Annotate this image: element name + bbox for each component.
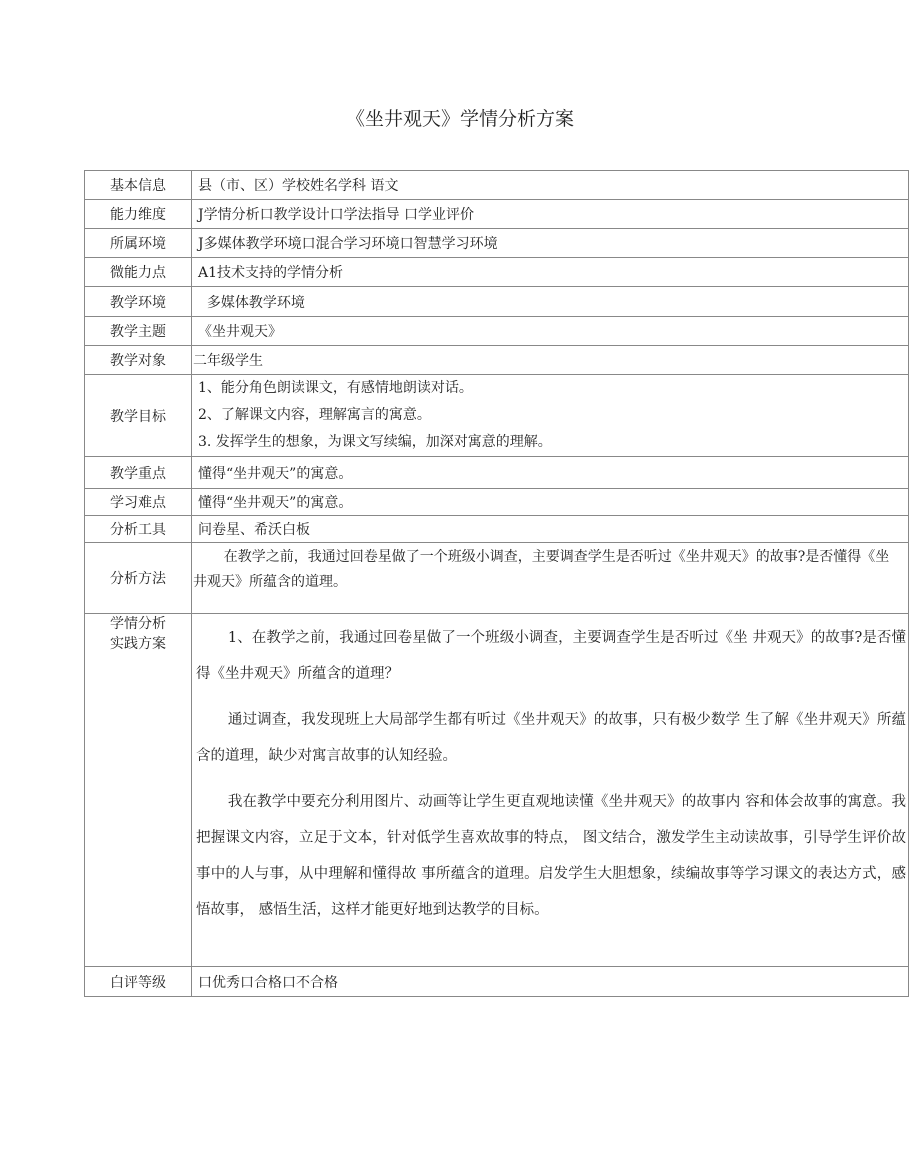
practice-paragraph: 1、在教学之前，我通过回卷星做了一个班级小调查，主要调查学生是否听过《坐 井观天》的故事?是否懂得《坐井观天》所蕴含的道理？: [196, 630, 906, 682]
practice-paragraph: 通过调查，我发现班上大局部学生都有听过《坐井观天》的故事，只有极少数学 生了解《坐井观天》所蕴含的道理，缺少对寓言故事的认知经验。: [196, 712, 906, 764]
table-row: [85, 287, 909, 317]
table-row: [85, 317, 909, 346]
table-row: [85, 967, 909, 997]
table-row: [85, 489, 909, 516]
row-value: 二年级学生: [192, 346, 909, 375]
table-row: [85, 258, 909, 287]
row-label: 白评等级: [85, 967, 192, 997]
row-value: J多媒体教学环境口混合学习环境口智慧学习环境: [192, 229, 909, 258]
row-label: 教学重点: [85, 457, 192, 489]
row-label: 所属环境: [85, 229, 192, 258]
row-label: 教学环境: [85, 287, 192, 317]
goal-item: 1、能分角色朗读课文，有感情地朗读对话。: [198, 380, 473, 396]
table-row: [85, 171, 909, 200]
row-label: 教学主题: [85, 317, 192, 346]
table-row: [85, 457, 909, 489]
table-row: [85, 346, 909, 375]
practice-text: [192, 614, 909, 967]
table-row-method: [85, 543, 909, 614]
table-row: [85, 229, 909, 258]
table-row: [85, 516, 909, 543]
row-value: J学情分析口教学设计口学法指导 口学业评价: [192, 200, 909, 229]
table-row: [85, 200, 909, 229]
row-label: 教学对象: [85, 346, 192, 375]
row-label: 微能力点: [85, 258, 192, 287]
row-value: 《坐井观天》: [192, 317, 909, 346]
row-value: 问卷星、希沃白板: [192, 516, 909, 543]
row-label: 基本信息: [85, 171, 192, 200]
row-label: 教学目标: [85, 375, 192, 457]
table-row-goals: [85, 375, 909, 457]
row-label: 分析方法: [85, 543, 192, 614]
row-value: 懂得“坐井观天”的寓意。: [192, 457, 909, 489]
row-value: 口优秀口合格口不合格: [192, 967, 909, 997]
table-row-practice: [85, 614, 909, 967]
row-label: [85, 614, 192, 967]
goals-list: [192, 375, 909, 457]
goal-item: 2、了解课文内容，理解寓言的寓意。: [198, 407, 431, 423]
method-text: 在教学之前，我通过回卷星做了一个班级小调查，主要调查学生是否听过《坐井观天》的故事?是否懂得《坐井观天》所蕴含的道理。: [192, 543, 909, 614]
analysis-table: [84, 170, 909, 997]
row-value: 县（市、区）学校姓名学科 语文: [192, 171, 909, 200]
row-label: 能力维度: [85, 200, 192, 229]
row-value: A1技术支持的学情分析: [192, 258, 909, 287]
practice-label: 学情分析实践方案: [109, 616, 166, 652]
document-title: 《坐井观天》学情分析方案: [345, 108, 574, 130]
practice-paragraph: 我在教学中要充分利用图片、动画等让学生更直观地读懂《坐井观天》的故事内 容和体会故事的寓意。我把握课文内容，立足于文本，针对低学生喜欢故事的特点， 图文结合，激发学生主动读故事，引导学生评价故事中的人与事，从中理解和懂得故 事所蕴含的道理。启发学生大胆想象，续编故事等学习课文的表达方式，感悟故事， 感悟生活，这样才能更好地到达教学的目标。: [196, 794, 906, 918]
row-label: 学习难点: [85, 489, 192, 516]
row-value: 懂得“坐井观天”的寓意。: [192, 489, 909, 516]
row-value: 多媒体教学环境: [192, 287, 909, 317]
row-label: 分析工具: [85, 516, 192, 543]
goal-item: 3. 发挥学生的想象，为课文写续编，加深对寓意的理解。: [198, 434, 552, 450]
